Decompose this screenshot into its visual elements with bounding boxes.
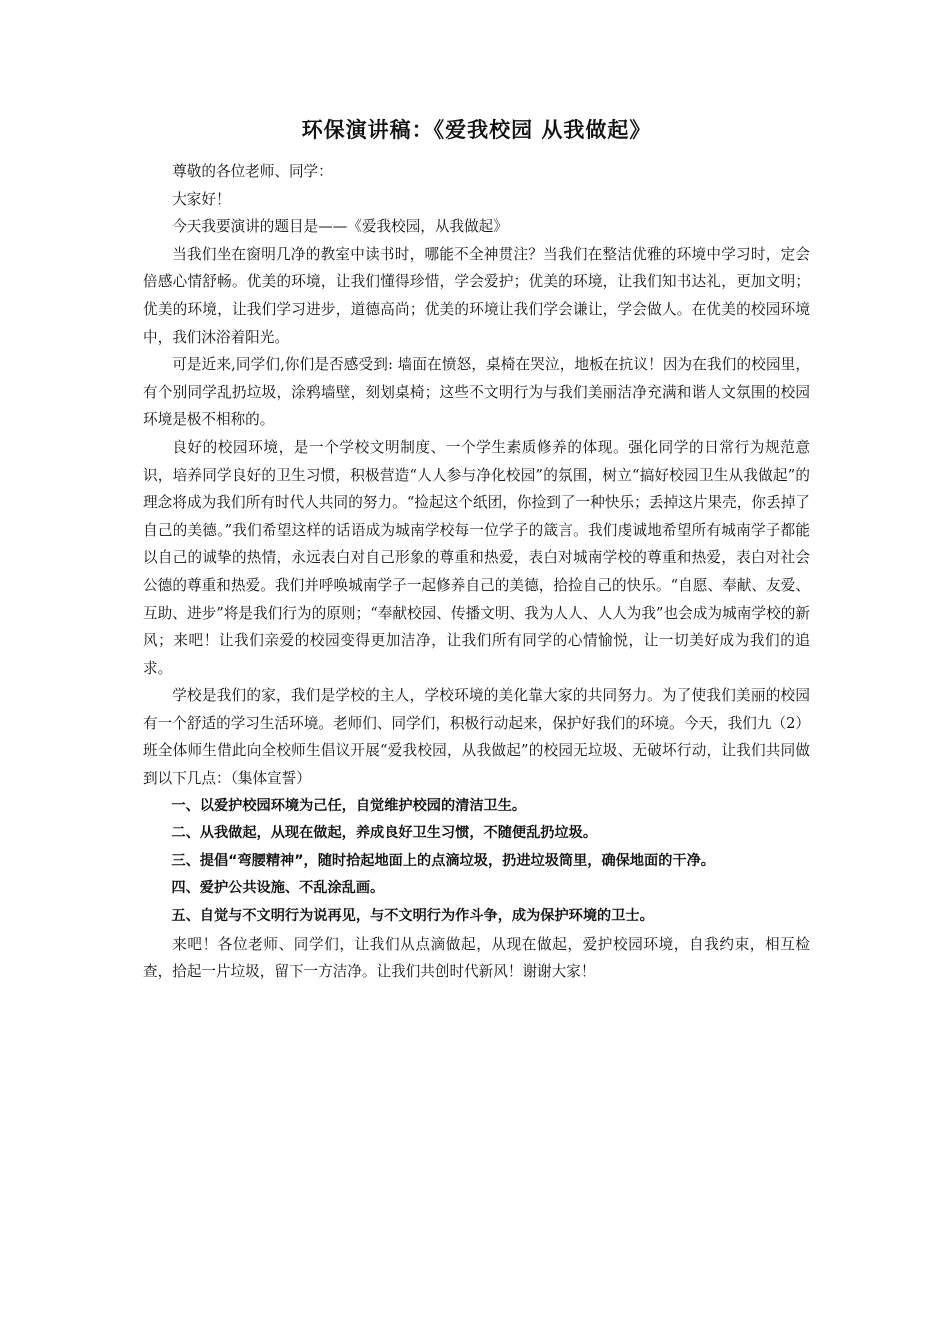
paragraph-problems: 可是近来,同学们,你们是否感受到: 墙面在愤怒，桌椅在哭泣，地板在抗议！因为在我们的校园里，有个别同学乱扔垃圾，涂鸦墙壁，刻划桌椅；这些不文明行为与我们美丽洁净充满和谐人文氛围的校园环境是极不相称的。: [143, 356, 810, 429]
paragraph-closing: 来吧！各位老师、同学们，让我们从点滴做起，从现在做起，爱护校园环境，自我约束，相互检查，拾起一片垃圾，留下一方洁净。让我们共创时代新风！谢谢大家！: [143, 935, 810, 981]
document-page: [143, 112, 810, 986]
pledge-item: 四、爱护公共设施、不乱涂乱画。: [171, 880, 385, 897]
paragraph-intro: 当我们坐在窗明几净的教室中读书时，哪能不全神贯注？当我们在整洁优雅的环境中学习时，定会倍感心情舒畅。优美的环境，让我们懂得珍惜，学会爱护；优美的环境，让我们知书达礼，更加文明；优美的环境，让我们学习进步，道德高尚；优美的环境让我们学会谦让，学会做人。在优美的校园环境中，我们沐浴着阳光。: [143, 245, 810, 346]
pledge-item: 二、从我做起，从现在做起，养成良好卫生习惯，不随便乱扔垃圾。: [171, 825, 598, 842]
greeting: 大家好！: [172, 190, 231, 208]
pledge-item: 五、自觉与不文明行为说再见，与不文明行为作斗争，成为保护环境的卫士。: [171, 908, 654, 925]
paragraph-environment: 良好的校园环境，是一个学校文明制度、一个学生素质修养的体现。强化同学的日常行为规范意识，培养同学良好的卫生习惯，积极营造“人人参与净化校园”的氛围，树立“搞好校园卫生从我做起”的理念将成为我们所有时代人共同的努力。“捡起这个纸团，你捡到了一种快乐；丢掉这片果壳，你丢掉了自己的美德。”我们希望这样的话语成为城南学校每一位学子的箴言。我们虔诚地希望所有城南学子都能以自己的诚挚的热情，永远表白对自己形象的尊重和热爱，表白对城南学校的尊重和热爱，表白对社会公德的尊重和热爱。我们并呼唤城南学子一起修养自己的美德，拾捡自己的快乐。“自愿、奉献、友爱、互助、进步”将是我们行为的原则；“奉献校园、传播文明、我为人人、人人为我”也会成为城南学校的新风；来吧！让我们亲爱的校园变得更加洁净，让我们所有同学的心情愉悦，让一切美好成为我们的追求。: [143, 438, 810, 677]
speech-topic: 今天我要演讲的题目是——《爱我校园，从我做起》: [172, 218, 508, 236]
pledge-item: 一、以爱护校园环境为己任，自觉维护校园的清洁卫生。: [171, 797, 527, 814]
paragraph-initiative: 学校是我们的家，我们是学校的主人，学校环境的美化靠大家的共同努力。为了使我们美丽的校园有一个舒适的学习生活环境。老师们、同学们，积极行动起来，保护好我们的环境。今天，我们九（2）班全体师生借此向全校师生倡议开展“爱我校园，从我做起”的校园无垃圾、无破坏行动，让我们共同做到以下几点：（集体宣誓）: [143, 687, 810, 788]
document-title: 环保演讲稿：《爱我校园 从我做起》: [301, 118, 652, 142]
pledge-item: 三、提倡“弯腰精神”，随时拾起地面上的点滴垃圾，扔进垃圾筒里，确保地面的干净。: [171, 852, 715, 869]
salutation: 尊敬的各位老师、同学：: [172, 163, 333, 180]
